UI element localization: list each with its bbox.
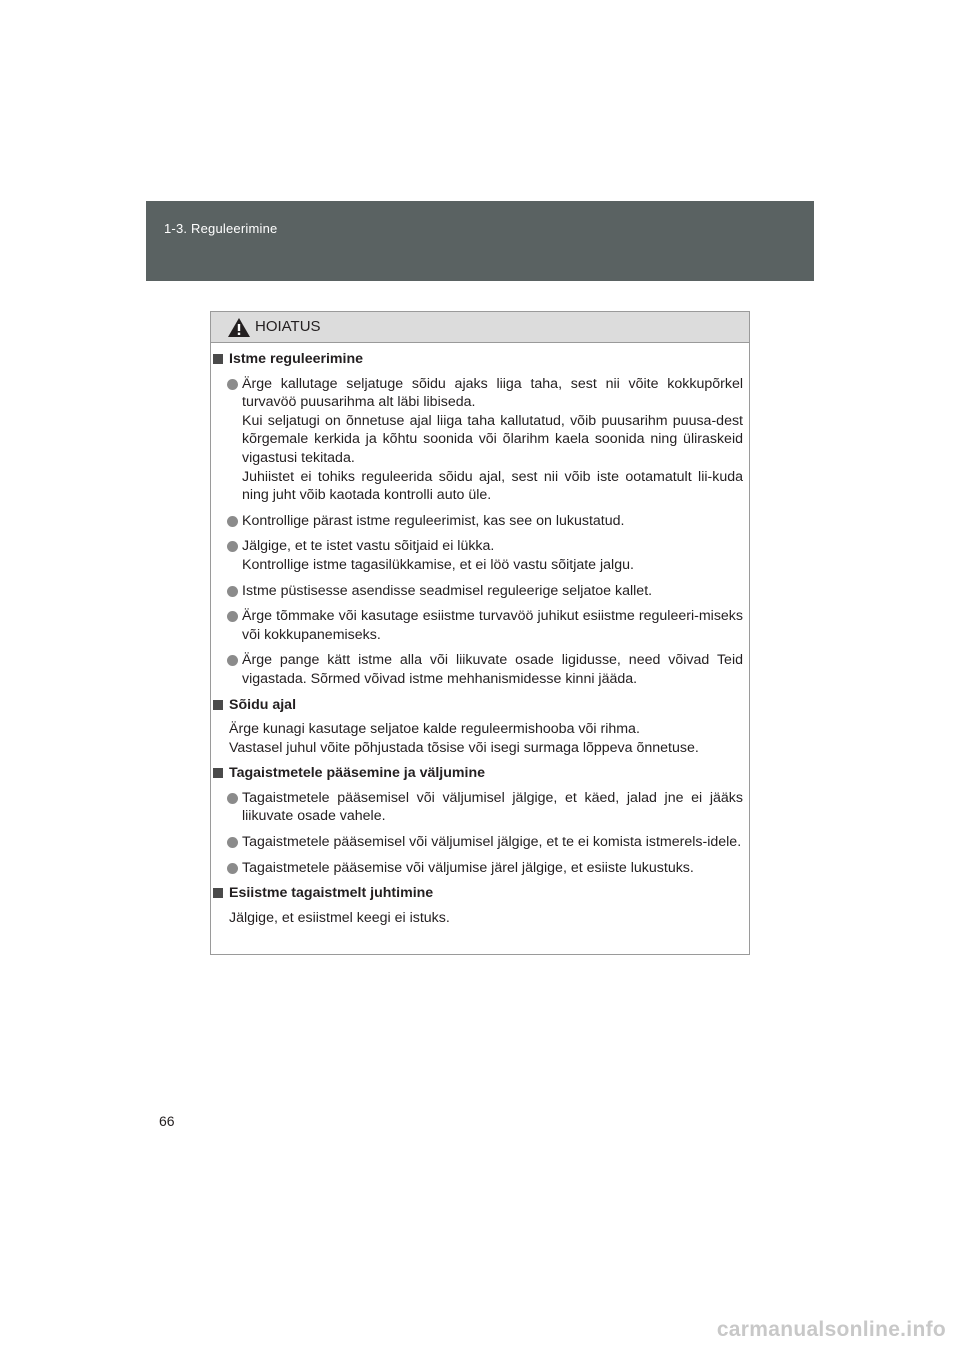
page-number: 66 xyxy=(159,1113,175,1129)
watermark: carmanualsonline.info xyxy=(716,1318,946,1341)
list-item xyxy=(211,651,751,688)
paragraph-line: Vastasel juhul võite põhjustada tõsise või isegi surmaga lõppeva õnnetuse. xyxy=(229,739,699,756)
bullet-text: Jälgige, et te istet vastu sõitjaid ei lükka. xyxy=(242,538,495,555)
list-item xyxy=(211,512,751,531)
warning-body xyxy=(211,350,751,934)
section-header-band xyxy=(146,201,814,281)
bullet-text: Tagaistmetele pääsemise või väljumise järel jälgige, et esiiste lukustuks. xyxy=(242,859,694,876)
circle-bullet-icon xyxy=(227,793,238,804)
circle-bullet-icon xyxy=(227,379,238,390)
warning-icon xyxy=(228,318,250,337)
paragraph-line: Jälgige, et esiistmel keegi ei istuks. xyxy=(229,909,450,926)
circle-bullet-icon xyxy=(227,586,238,597)
circle-bullet-icon xyxy=(227,541,238,552)
warning-header xyxy=(211,312,749,343)
bullet-text: Juhiistet ei tohiks reguleerida sõidu ajal, sest nii võib iste ootamatult lii-kuda ning juht võib kaotada kontrolli auto üle. xyxy=(242,468,743,504)
circle-bullet-icon xyxy=(227,863,238,874)
circle-bullet-icon xyxy=(227,516,238,527)
list-item xyxy=(211,607,751,644)
list-item xyxy=(211,859,751,878)
section-text xyxy=(211,720,751,757)
warning-title: HOIATUS xyxy=(255,318,321,335)
bullet-text: Istme püstisesse asendisse seadmisel reguleerige seljatoe kallet. xyxy=(242,582,653,599)
circle-bullet-icon xyxy=(227,837,238,848)
list-item xyxy=(211,537,751,574)
square-bullet-icon xyxy=(213,354,223,364)
circle-bullet-icon xyxy=(227,655,238,666)
list-item xyxy=(211,789,751,826)
section-label: 1-3. Reguleerimine xyxy=(164,221,278,236)
bullet-text: Kontrollige istme tagasilükkamise, et ei löö vastu sõitjate jalgu. xyxy=(242,556,634,573)
bullet-text: Ärge pange kätt istme alla või liikuvate osade ligidusse, need võivad Teid vigastada. Sõrmed võivad istme mehhanismidesse kinni jääda. xyxy=(242,652,743,687)
section-heading: Istme reguleerimine xyxy=(211,350,751,369)
paragraph-line: Ärge kunagi kasutage seljatoe kalde reguleermishooba või rihma. xyxy=(229,721,640,738)
square-bullet-icon xyxy=(213,700,223,710)
warning-box xyxy=(210,311,750,955)
bullet-text: Tagaistmetele pääsemisel või väljumisel jälgige, et te ei komista istmerels-idele. xyxy=(242,834,742,851)
bullet-text: Tagaistmetele pääsemisel või väljumisel jälgige, et käed, jalad jne ei jääks liikuvate osade vahele. xyxy=(242,789,743,825)
list-item xyxy=(211,582,751,601)
list-item xyxy=(211,375,751,505)
bullet-text: Kui seljatugi on õnnetuse ajal liiga taha kallutatud, võib puusarihm puusa-dest kõrgemale kerkida ja kõhtu soonida või õlarihm kaela soonida ning üliraskeid vigastusi tekitada. xyxy=(242,412,743,466)
bullet-text: Ärge tõmmake või kasutage esiistme turvavöö juhikut esiistme reguleeri-miseks või kokkupanemiseks. xyxy=(242,608,743,643)
section-heading: Esiistme tagaistmelt juhtimine xyxy=(211,884,751,903)
circle-bullet-icon xyxy=(227,611,238,622)
square-bullet-icon xyxy=(213,888,223,898)
section-heading: Tagaistmetele pääsemine ja väljumine xyxy=(211,764,751,783)
bullet-text: Kontrollige pärast istme reguleerimist, kas see on lukustatud. xyxy=(242,512,625,529)
bullet-text: Ärge kallutage seljatuge sõidu ajaks liiga taha, sest nii võite kokkupõrkel turvavöö puusarihma alt läbi libiseda. xyxy=(242,375,743,411)
section-heading: Sõidu ajal xyxy=(211,696,751,715)
square-bullet-icon xyxy=(213,768,223,778)
list-item xyxy=(211,833,751,852)
section-text xyxy=(211,909,751,928)
